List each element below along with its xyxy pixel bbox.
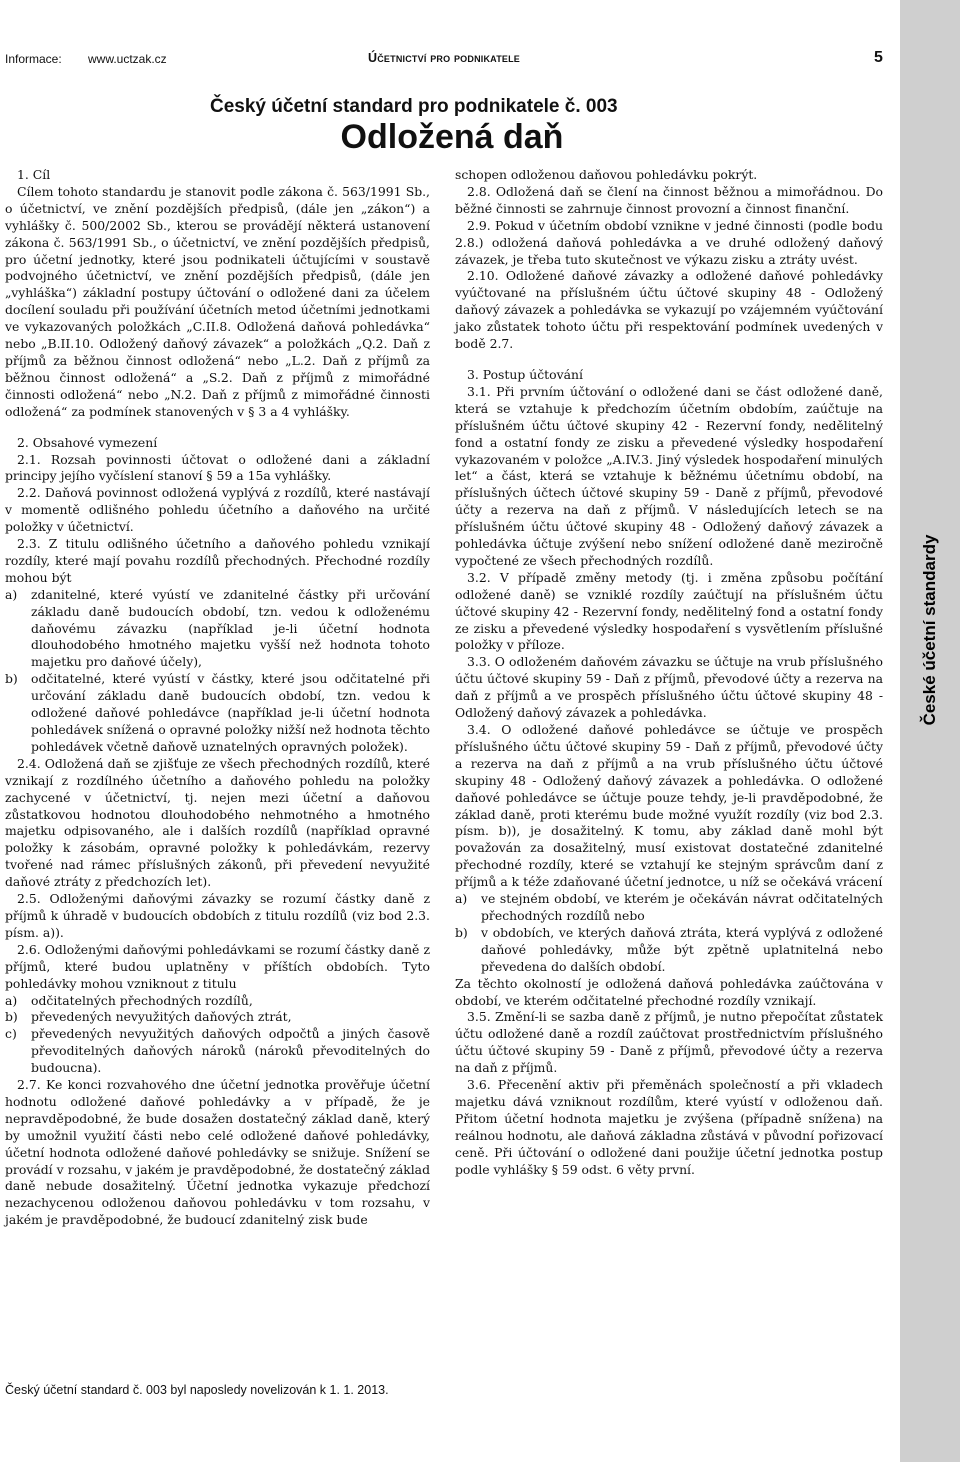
standard-title: Český účetní standard pro podnikatele č. 003 [210,96,618,117]
list-item-text: převedených nevyužitých daňových odpočtů a jiných časově převoditelných daňových nároků (nároků převoditelných do budoucna). [31,1026,430,1076]
section-heading: 3. Postup účtování [467,366,583,382]
page-title: Odložená daň [340,118,564,156]
list-item [5,1026,430,1077]
list-marker: c) [5,1026,17,1042]
paragraph: 2.1. Rozsah povinnosti účtovat o odložené dani a základní principy jejího vyčíslení stanoví § 59 a 15a vyhlášky. [5,451,430,484]
section-heading: 2. Obsahové vymezení [17,434,158,450]
list-item-text: ve stejném období, ve kterém je očekáván návrat odčitatelných přechodných rozdílů nebo [481,891,883,923]
paragraph: schopen odloženou daňovou pohledávku pokrýt. [455,167,758,182]
paragraph: 3.1. Při prvním účtování o odložené dani se část odložené daně, která se vztahuje k předchozím účetním obdobím, zaúčtuje na příslušném účtu účtové skupiny 42 - Rezervní fondy, nedělitelný fond a ostatní fondy ze zisku a převedené výsledky hospodaření vykazovaném v položce „A.IV.3. Jiný výsledek hospodaření minulých let“ a část, která se vztahuje k běžnému účetnímu období, na příslušných účtech účtové skupiny 59 - Daně z příjmů, převodové účty a rezerva na daň z příjmů. V následujících letech se na příslušném účtu účtové skupiny 48 - Odložený daňový závazek a pohledávka účtuje zvýšení nebo snížení odložené daně meziročně vypočtené ze všech přechodných rozdílů. [455,383,883,568]
list-marker: b) [5,1009,18,1025]
paragraph: 2.8. Odložená daň se člení na činnost běžnou a mimořádnou. Do běžné činnosti se zahrnuje činnost provozní a činnost finanční. [455,183,883,216]
paragraph: 3.5. Změní-li se sazba daně z příjmů, je nutno přepočítat zůstatek účtu odložené daně a rozdíl zaúčtovat prostřednictvím příslušného účtu účtové skupiny 59 - Daně z příjmů, převodové účty a rezerva na daň z příjmů. [455,1009,883,1076]
list-item [5,993,430,1010]
paragraph: 2.7. Ke konci rozvahového dne účetní jednotka prověřuje účetní hodnotu odložené daňové pohledávky a v případě, že je nepravděpodobné, že bude dosažen dostatečný základ daně, který by umožnil využití části nebo celé odložené daňové pohledávky, účetní hodnota odložené daňové pohledávky se snižuje. Snížení se provádí v rozsahu, v jakém je pravděpodobné, že dostatečný základ daně nebude dosažitelný. Účetní jednotka vykazuje předchozí nezachycenou odloženou daňovou pohledávku v tom rozsahu, v jakém je pravděpodobné, že budoucí zdanitelný zisk bude [5,1077,430,1228]
list-marker: a) [5,992,18,1008]
page-header [0,0,900,66]
paragraph: Cílem tohoto standardu je stanovit podle zákona č. 563/1991 Sb., o účetnictví, ve znění pozdějších předpisů, (dále jen „zákon“) a vyhlášky č. 500/2002 Sb., kterou se provádějí některá ustanovení zákona č. 563/1991 Sb., o účetnictví, ve znění pozdějších předpisů, pro účetní jednotky, které jsou podnikateli účtujícími v soustavě podvojného účetnictví, ve znění pozdějších předpisů, (dále jen „vyhláška“) základní postupy účtování o odložené dani za účelem docílení souladu při používání účetních metod účetními jednotkami ve vykazovaných položkách „C.II.8. Odložená daňová pohledávka“ nebo „B.II.10. Odložený daňový závazek“ a položkách „Q.2. Daň z příjmů za běžnou činnost odložená“ nebo „L.2. Daň z příjmů za běžnou činnost odložená“ a „S.2. Daň z příjmů z mimořádné činnosti odložená“ nebo „N.2. Daň z příjmů z mimořádné činnosti odložená“ za podmínek stanovených v § 3 a 4 vyhlášky. [5,183,430,419]
list-marker: b) [5,671,18,687]
info-label: Informace: [5,52,62,66]
list-marker: b) [455,924,468,940]
paragraph: 2.6. Odloženými daňovými pohledávkami se rozumí částky daně z příjmů, které budou uplatněny v příštích obdobích. Tyto pohledávky mohou vzniknout z titulu [5,941,430,991]
section-heading: 1. Cíl [17,167,51,182]
left-column [5,167,430,1229]
sidebar-label: České účetní standardy [920,534,939,726]
paragraph: 2.4. Odložená daň se zjišťuje ze všech přechodných rozdílů, které vznikají z rozdílného účetního a daňového pohledu na položky zachycené v účetnictví, tj. nejen mezi účetní a daňovou zůstatkovou hodnotou dlouhodobého nehmotného a hmotného majetku odpisovaného, ale i dalších rozdílů (například opravné položky k zásobám, opravné položky k pohledávkám, rezervy tvořené nad rámec příslušných zákonů, při převedení nevyužité daňové ztráty z předchozích let). [5,755,430,890]
paragraph: 3.2. V případě změny metody (tj. i změna způsobu počítání odložené daně) se vzniklé rozdíly zaúčtují na příslušném účtu účtové skupiny 42 - Rezervní fondy, nedělitelný fond a ostatní fondy ze zisku a převedené výsledky hospodaření s vysvětlením příslušné položky v příloze. [455,569,883,653]
paragraph: 2.3. Z titulu odlišného účetního a daňového pohledu vznikají rozdíly, které mají povahu rozdílů přechodných. Přechodné rozdíly mohou být [5,536,430,585]
list-item [455,925,883,976]
paragraph: 2.5. Odloženými daňovými závazky se rozumí částky daně z příjmů k úhradě v budoucích obdobích z titulu rozdílů (viz bod 2.3. písm. a)). [5,891,430,940]
paragraph: Za těchto okolností je odložená daňová pohledávka zaúčtována v období, ve kterém odčitatelné přechodné rozdíly vznikají. [455,975,883,1008]
list-item-text: v obdobích, ve kterých daňová ztráta, která vyplývá z odložené daňové pohledávky, může být zpětně uplatnitelná nebo převedena do dalších období. [481,924,883,974]
paragraph: 3.4. O odložené daňové pohledávce se účtuje ve prospěch příslušného účtu účtové skupiny 59 - Daň z příjmů, převodové účty a rezerva na daň z příjmů a na vrub příslušného účtu účtové skupiny 48 - Odložený daňový závazek a pohledávka. O odložené daňové pohledávce se účtuje pouze tehdy, je-li pravděpodobné, že základ daně, proti kterému bude možné využít rozdíly (viz bod 2.3. písm. b)), je dosažitelný. K tomu, aby základ daně mohl být považován za dosažitelný, musí existovat dostatečné zdanitelné přechodné rozdíly, které se vztahují ke stejným správcům daní z příjmů a k téže zdaňované účetní jednotce, u níž se očekává vrácení [455,722,883,890]
list-item [5,671,430,756]
list-item-text: odčitatelných přechodných rozdílů, [31,992,253,1008]
paragraph: 3.6. Přecenění aktiv při přeměnách společností a při vkladech majetku dává vzniknout rozdílům, které vyústí v odloženou daň. Přitom účetní hodnota majetku je zvýšena (případně snížena) na reálnou hodnotu, ale daňová základna zůstává v původní pořizovací ceně. Při účtování o odložené dani použije účetní jednotka postup podle vyhlášky § 59 odst. 6 věty první. [455,1077,883,1177]
list-marker: a) [455,891,468,907]
list-item-text: převedených nevyužitých daňových ztrát, [31,1009,292,1025]
paragraph: 2.9. Pokud v účetním období vznikne v jedné činnosti (podle bodu 2.8.) odložená daňová pohledávka a ve druhé odložený daňový závazek, je třeba tuto skutečnost ve výkazu zisku a ztráty uvést. [455,217,883,267]
page-number: 5 [874,49,883,66]
list-item [5,1009,430,1026]
paragraph: 3.3. O odloženém daňovém závazku se účtuje na vrub příslušného účtu účtové skupiny 59 - Daň z příjmů, převodové účty a rezerva na daň z příjmů a ve prospěch příslušného účtu účtové skupiny 48 - Odložený daňový závazek a pohledávka. [455,654,883,721]
paragraph: 2.10. Odložené daňové závazky a odložené daňové pohledávky vyúčtované na příslušném účtu účtové skupiny 48 - Odložený daňový závazek a pohledávka se vykazují po vzájemném vyúčtování jako zůstatek tohoto účtu při respektování podmínek uvedených v bodě 2.7. [455,268,883,352]
sidebar [900,0,960,1462]
list-item [5,587,430,672]
list-item [455,891,883,925]
list-marker: a) [5,586,18,602]
paragraph: 2.2. Daňová povinnost odložená vyplývá z rozdílů, které nastávají v momentě odlišného pohledu účetního a daňového na určité položky v účetnictví. [5,485,430,535]
footer-note: Český účetní standard č. 003 byl naposledy novelizován k 1. 1. 2013. [5,1383,389,1397]
right-column [455,167,883,1178]
website-link[interactable]: www.uctzak.cz [88,52,167,66]
journal-name: Účetnictví pro podnikatele [368,51,521,65]
list-item-text: zdanitelné, které vyústí ve zdanitelné částky při určování základu daně budoucích období, tzn. vedou k odloženému daňovému závazku (například je-li účetní hodnota dlouhodobého hmotného majetku vyšší než hodnota tohoto majetku pro daňové účely), [31,586,430,670]
list-item-text: odčitatelné, které vyústí v částky, které jsou odčitatelné při určování základu daně budoucích období, tzn. vedou k odložené daňové pohledávce (například je-li účetní hodnota pohledávek snížená o opravné položky nižší než hodnota těchto pohledávek včetně daňově uznatelných opravných položek). [31,671,430,754]
